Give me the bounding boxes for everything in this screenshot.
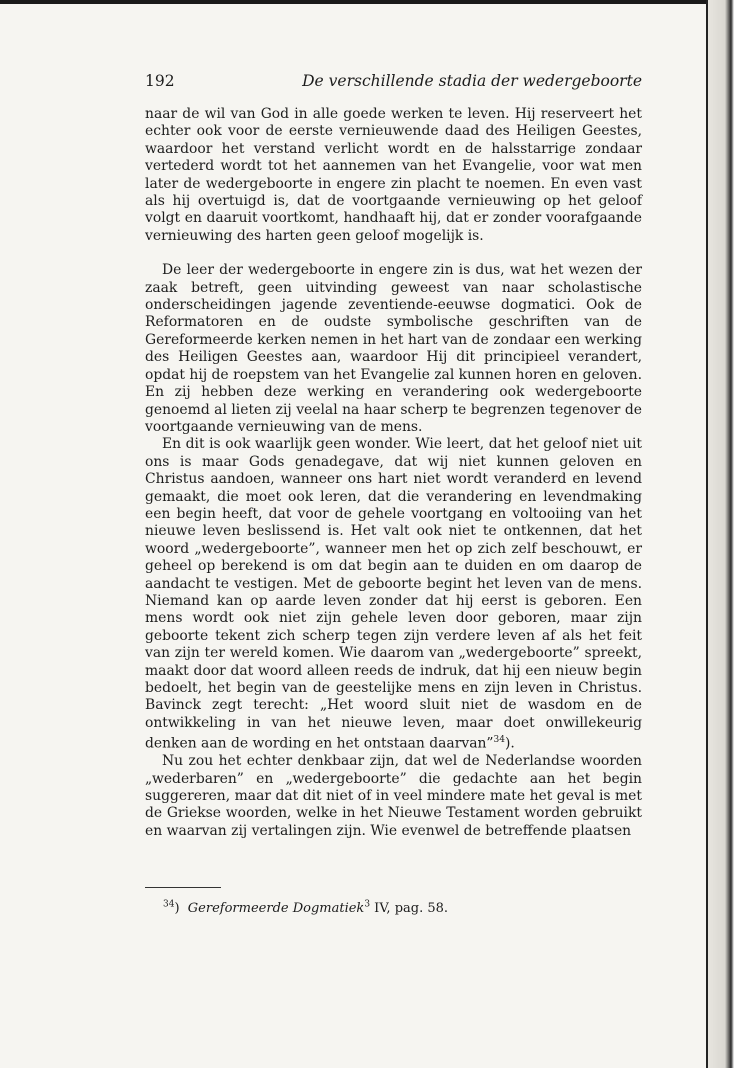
footnote-marker-close: ) [174,901,180,916]
footnote-edition: 3 [364,899,371,910]
page-number: 192 [145,72,175,90]
page-edge-line [706,0,708,1068]
footnote-reference-close: ). [505,735,515,752]
footnote-title: Gereformeerde Dogmatiek [187,901,365,916]
footnote [163,901,448,916]
paragraph: naar de wil van God in alle goede werken te leven. Hij reserveert het echter ook voor de eerste vernieuwende daad des Heiligen Geestes, waardoor het verstand verlicht wordt en de halsstarrige zondaar vertederd wordt tot het aannemen van het Evangelie, voor wat men later de wedergeboorte in engere zin placht te noemen. En even vast als hij overtuigd is, dat de voortgaande vernieuwing op het geloof volgt en daaruit voortkomt, handhaaft hij, dat er zonder voorafgaande vernieuwing des harten geen geloof mogelijk is. [145,106,642,244]
body-text [145,106,642,840]
footnote-reference: 34 [493,735,505,746]
paragraph: Nu zou het echter denkbaar zijn, dat wel de Nederlandse woorden „wederbaren” en „wedergeboorte” die gedachte aan het begin suggereren, maar dat dit niet of in veel mindere mate het geval is met de Griekse woorden, welke in het Nieuwe Testament worden gebruikt en waarvan zij vertalingen zijn. Wie evenwel de betreffende plaatsen [145,753,642,839]
footnote-marker: 34 [163,899,175,910]
footnote-citation: IV, pag. 58. [370,901,449,916]
footnote-rule [145,887,221,888]
paragraph: De leer der wedergeboorte in engere zin is dus, wat het wezen der zaak betreft, geen uitvinding geweest van naar scholastische onderscheidingen jagende zeventiende-eeuwse dogmatici. Ook de Reformatoren en de oudste symbolische geschriften van de Gereformeerde kerken nemen in het hart van de zondaar een werking des Heiligen Geestes aan, waardoor Hij dit principieel verandert, opdat hij de roepstem van het Evangelie zal kunnen horen en geloven. En zij hebben deze werking en verandering ook wedergeboorte genoemd al lieten zij veelal na haar scherp te begrenzen tegenover de voortgaande vernieuwing van de mens. [145,262,642,435]
paragraph [145,436,642,753]
scan-top-edge [0,0,738,4]
page-header [145,72,642,94]
scan-right-edge [707,0,738,1068]
running-title: De verschillende stadia der wedergeboorte [302,72,642,90]
paragraph-text: En dit is ook waarlijk geen wonder. Wie leert, dat het geloof niet uit ons is maar Gods genadegave, dat wij niet kunnen geloven en Christus aandoen, wanneer ons hart niet wordt veranderd en levend gemaakt, die moet ook leren, dat die verandering en levendmaking een begin heeft, dat voor de gehele voortgang en voltooiing van het nieuwe leven beslissend is. Het valt ook niet te ontkennen, dat het woord „wedergeboorte”, wanneer men het op zich zelf beschouwt, er geheel op berekend is om dat begin aan te duiden en om daarop de aandacht te vestigen. Met de geboorte begint het leven van de mens. Niemand kan op aarde leven zonder dat hij eerst is geboren. Een mens wordt ook niet zijn gehele leven door geboren, maar zijn geboorte tekent zich scherp tegen zijn verdere leven af als het feit van zijn ter wereld komen. Wie daarom van „wedergeboorte” spreekt, maakt door dat woord alleen reeds de indruk, dat hij een nieuw begin bedoelt, het begin van de geestelijke mens en zijn leven in Christus. Bavinck zegt terecht: „Het woord sluit niet de wasdom en de ontwikkeling in van het nieuwe leven, maar doet onwillekeurig denken aan de wording en het ontstaan daarvan” [145,436,642,752]
